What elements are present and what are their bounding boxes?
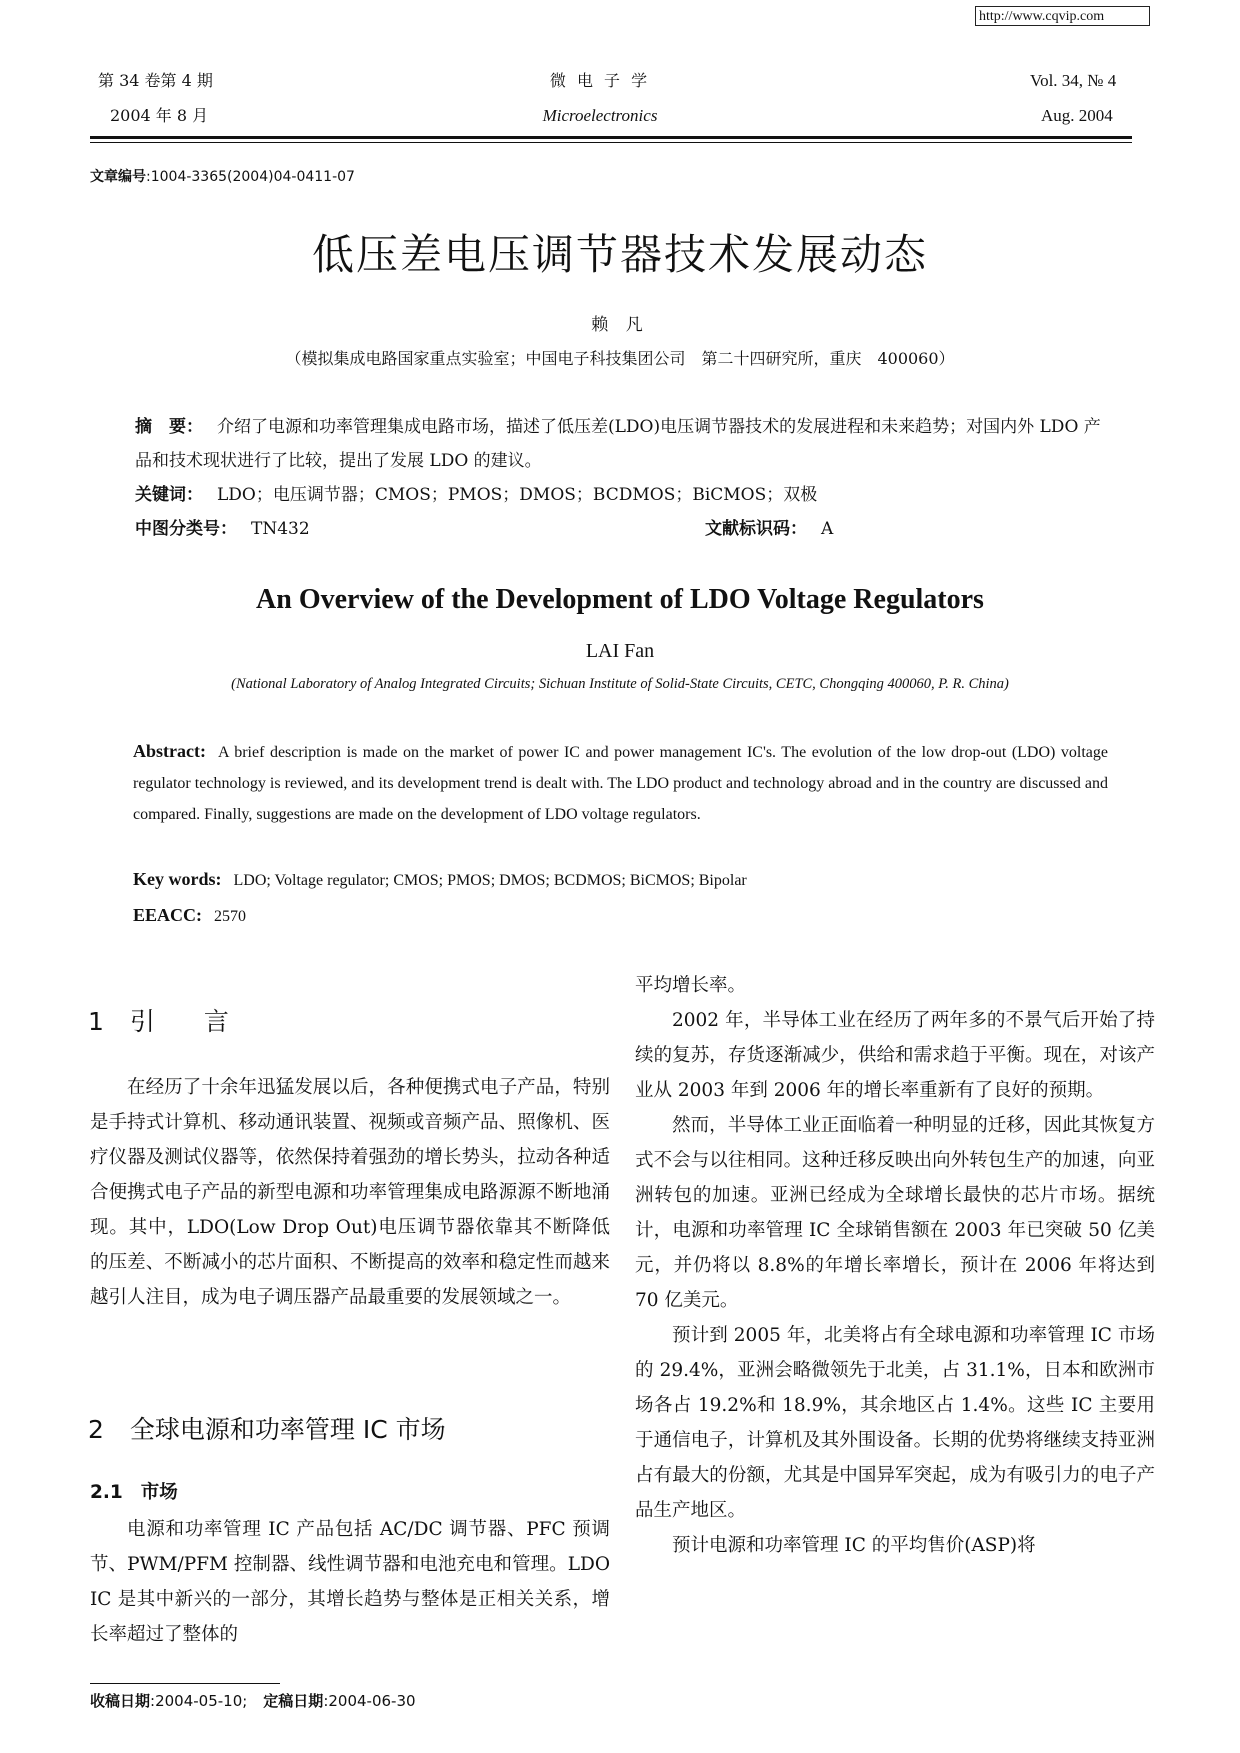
eeacc-label: EEACC: <box>133 905 203 925</box>
paragraph-forecast-2005: 预计到 2005 年，北美将占有全球电源和功率管理 IC 市场的 29.4%，亚洲会略微领先于北美，占 31.1%，日本和欧洲市场各占 19.2%和 18.9%，其余地区占 1.4%。这些 IC 主要用于通信电子，计算机及其外围设备。长期的优势将继续支持亚洲占有最大的份额，尤其是中国异军突起，成为有吸引力的电子产品生产地区。 <box>635 1325 1155 1521</box>
section-1-body <box>90 1070 610 1315</box>
section-1-number: 1 <box>88 1007 104 1036</box>
journal-volume-en: Vol. 34, № 4 <box>1030 71 1117 90</box>
affiliation-cn: （模拟集成电路国家重点实验室；中国电子科技集团公司 第二十四研究所，重庆 400060） <box>285 349 955 368</box>
section-2-1-heading <box>90 1478 178 1504</box>
eeacc <box>133 900 1108 932</box>
doc-code-cn-label: 文献标识码： <box>705 519 807 539</box>
section-2-title: 全球电源和功率管理 IC 市场 <box>129 1415 446 1444</box>
affiliation-en: (National Laboratory of Analog Integrated Circuits; Sichuan Institute of Solid-State Circuits, CETC, Chongqing 400060, P. R. China) <box>231 676 1009 692</box>
journal-name-en: Microelectronics <box>542 106 658 125</box>
section-2-1-paragraph: 电源和功率管理 IC 产品包括 AC/DC 调节器、PFC 预调节、PWM/PFM 控制器、线性调节器和电池充电和管理。LDO IC 是其中新兴的一部分，其增长趋势与整体是正相关关系，增长率超过了整体的 <box>90 1519 610 1645</box>
right-column <box>635 968 1155 1563</box>
author-cn: 赖 凡 <box>591 315 649 335</box>
keywords-cn-label: 关键词： <box>135 485 203 505</box>
abstract-cn-text: 介绍了电源和功率管理集成电路市场，描述了低压差(LDO)电压调节器技术的发展进程和未来趋势；对国内外 LDO 产品和技术现状进行了比较，提出了发展 LDO 的建议。 <box>135 417 1101 471</box>
classification-cn <box>135 512 310 546</box>
journal-name-cn: 微 电 子 学 <box>549 71 651 90</box>
final-value: :2004-06-30 <box>323 1692 416 1710</box>
keywords-en-label: Key words: <box>133 869 222 889</box>
header-rule-thin <box>90 142 1132 143</box>
journal-date: 2004 年 8 月 <box>110 106 209 125</box>
section-1-title: 引 言 <box>129 1007 241 1036</box>
received-value: :2004-05-10; <box>150 1692 248 1710</box>
section-2-number: 2 <box>88 1415 104 1444</box>
section-2-heading <box>88 1410 446 1446</box>
section-2-1-title: 市场 <box>140 1482 178 1503</box>
classification-cn-value: TN432 <box>251 519 310 539</box>
keywords-cn-text: LDO；电压调节器；CMOS；PMOS；DMOS；BCDMOS；BiCMOS；双极 <box>217 485 818 505</box>
final-label: 定稿日期 <box>263 1692 324 1710</box>
section-2-1-body <box>90 1512 610 1652</box>
footnote-dates <box>90 1690 416 1711</box>
abstract-en-text: A brief description is made on the market of power IC and power management IC's. The evolution of the low drop-out (LDO) voltage regulator technology is reviewed, and its development trend is dealt with. The LDO product and technology abroad and in the country are discussed and compared. Finally, suggestions are made on the development of LDO voltage regulators. <box>133 744 1108 823</box>
title-en: An Overview of the Development of LDO Voltage Regulators <box>256 584 984 615</box>
abstract-cn-label: 摘 要： <box>135 417 203 437</box>
keywords-en-text: LDO; Voltage regulator; CMOS; PMOS; DMOS; BCDMOS; BiCMOS; Bipolar <box>233 872 747 889</box>
keywords-cn <box>135 478 1115 512</box>
keywords-en <box>133 864 1108 896</box>
footnote-rule <box>90 1683 280 1684</box>
abstract-en <box>133 736 1108 830</box>
author-en: LAI Fan <box>585 640 655 662</box>
doc-code-cn-value: A <box>821 519 834 539</box>
abstract-cn <box>135 410 1115 478</box>
received-label: 收稿日期 <box>90 1692 151 1710</box>
section-1-paragraph: 在经历了十余年迅猛发展以后，各种便携式电子产品，特别是手持式计算机、移动通讯装置、视频或音频产品、照像机、医疗仪器及测试仪器等，依然保持着强劲的增长势头，拉动各种适合便携式电子产品的新型电源和功率管理集成电路源源不断地涌现。其中，LDO(Low Drop Out)电压调节器依靠其不断降低的压差、不断减小的芯片面积、不断提高的效率和稳定性而越来越引人注目，成为电子调压器产品最重要的发展领域之一。 <box>90 1077 610 1308</box>
title-cn: 低压差电压调节器技术发展动态 <box>311 230 928 279</box>
article-number <box>90 166 355 186</box>
paragraph-migration: 然而，半导体工业正面临着一种明显的迁移，因此其恢复方式不会与以往相同。这种迁移反映出向外转包生产的加速，向亚洲转包的加速。亚洲已经成为全球增长最快的芯片市场。据统计，电源和功率管理 IC 全球销售额在 2003 年已突破 50 亿美元，并仍将以 8.8%的年增长率增长，预计在 2006 年将达到 70 亿美元。 <box>635 1115 1155 1311</box>
article-number-value: :1004-3365(2004)04-0411-07 <box>146 169 355 185</box>
doc-code-cn <box>705 512 833 546</box>
article-number-label: 文章编号 <box>90 169 146 185</box>
section-2-1-number: 2.1 <box>90 1482 123 1503</box>
section-1-heading <box>88 1002 241 1038</box>
paragraph-2002: 2002 年，半导体工业在经历了两年多的不景气后开始了持续的复苏，存货逐渐减少，供给和需求趋于平衡。现在，对该产业从 2003 年到 2006 年的增长率重新有了良好的预期。 <box>635 1010 1155 1101</box>
abstract-en-label: Abstract: <box>133 741 206 761</box>
source-url[interactable]: http://www.cqvip.com <box>975 6 1150 26</box>
journal-volume: 第 34 卷第 4 期 <box>98 71 213 90</box>
eeacc-value: 2570 <box>214 908 247 925</box>
continuation-text: 平均增长率。 <box>635 975 747 996</box>
journal-date-en: Aug. 2004 <box>1041 106 1113 125</box>
paragraph-asp: 预计电源和功率管理 IC 的平均售价(ASP)将 <box>672 1535 1036 1556</box>
classification-cn-label: 中图分类号： <box>135 519 237 539</box>
header-rule <box>90 136 1132 139</box>
